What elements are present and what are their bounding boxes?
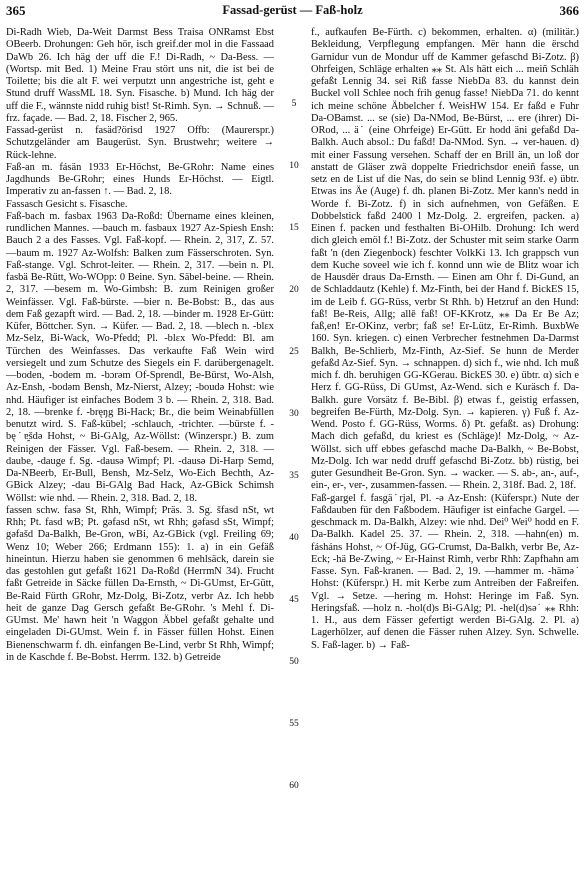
entry-fassasch: Fassasch Gesicht s. Fisasche.	[6, 198, 128, 210]
line-number: 30	[289, 409, 299, 419]
page-header	[6, 3, 579, 21]
line-number: 25	[289, 347, 299, 357]
line-number: 35	[289, 471, 299, 481]
entry-fassade: Di-Radh Wieb, Da-Weit Darmst Bess Traisa ONRamst Ebst OBeerb. Drohungen: Geh hör, isch greif.der mol in die Fassaad DaWb 26. Ich häg der uff die F.! Di-Radh, ~ Da-Bess. — (Wortsp. mit Bed. 1) Meine Frau stört uns nit, die ist bei de Toilette; bis die alt F. wei verputzt unn angestriche ist, geht e Stund druff WassML 18. Syn. Fisasche. b) Mund. Ich häg der uff die F., wännste nidd ruhig bist! St-Rimh. Syn. → Schnuß. — frz. façade. — Bad. 2, 18. Fischer 2, 965.	[6, 27, 274, 124]
running-title: Fassad-gerüst — Faß-holz	[222, 3, 363, 17]
entry-fassen: fassen schw. fasə St, Rhh, Wimpf; Präs. 3. Sg. šfasd nSt, wt Rhh; Pt. fasd wB; Pt. gəfasd nSt, wt Rhh; gəfasd sSt, Wimpf; gəfašd Da-Balkh, Be-Gron, wBi, Az-GBick (vgl. Freiling 69; Wenz 10; Weber 266; Erdmann 155): 1. a) in ein Gefäß hineintun. Hierzu haben sie genommen 6 mehlsäck, darein sie das gestohlen gut gefaßt 1621 Da-Roßd (HerrmN 34). Frucht faßt Getreide in Säcke füllen Da-Ernsth, ~ Di-GUmst, Er-Gütt, Be-Raid Fürth GRohr, Mz-Dolg, Bi-Zotz, verbr Az. Ich hebb heit de ganze Dag Gersch gefaßt Be-GRohr. 's Mehl f. Di-GUmst. Me' hawn heit 'n Waggon Äbbel gefaßt gehalte und eingeladen Di-GUmst. Wein f. in Fässer füllen Hohst. Einen Bienenschwarm f. dh. einfangen Be-Lind, verbr St Rhh, Wimpf; in de Kaschde f. Be-Bobst. Herrm. 132. b) Getreide	[6, 504, 274, 663]
page-number-left: 365	[6, 3, 26, 18]
entry-fassen-continued: f., aufkaufen Be-Fürth. c) bekommen, erhalten. α) (militär.) Bekleidung, Verpflegung empfangen. Mër hann die ërschd Garnidur vun de Mondur uff de Kammer gefaschd Bi-Zotz. β) Ohrfeigen, Schläge erhalten ⁎⁎ St. Als hätt eich ... meiñ Schläh gefaßt Lennig 34. sei Riß fasse NiebDa 83. du kannst dein Buckel voll Schlee noch frih genug fasse! NiebDa 71. do kennt ich meine schöne Äbbelcher f. WeisHW 154. Er faßd e Fuhr Da-OBamst. ... se (sie) Da-NMod, Be-Bürst, ... ere (ihrer) Di-ORod, ... ä˙ (eine Ohrfeige) Er-Gütt. Er hodd äni gefaßd Da-Balkh. Auch absol.: Du faßd! Da-NMod. Syn. → ver-hauen. d) mit einer Fassung versehen. Schaff der en Brill än, un loß dor anstatt de Gläser zwä doppelte Friedrichsdor eneiñ fasse, un setz en de List uf die Nas, do sein se blind Lennig 93f. e) übtr. Etwas ins Äe (Auge) f. dh. planen Bi-Zotz. Mer kann's nedd in Worde f. Bi-Zotz. f) in sich aufnehmen, von Gefäßen. E Dobbelstick faßd 2400 l Mz-Dolg. 2. ergreifen, packen. a) Einen f. packen und festhalten Bi-OHilb. Drohung: Ich werd dich gleich emöl f.! Bi-Zotz. der Schuster mit seim starke Oarm faßt 'n (den Ziegenbock) feschter VolkKi 13. Ich grappsch vun dem Kuche soveel wie ich f. konnd unn wie de Blitz woar ich de Hausdër draus Da-Ernsth. — Einen am Ohr f. Di-Gund, an de Schladdautz (Kehle) f. Mz-Finth, bei der Hand f. BickES 15, im de Leib f. GG-Rüss, verbr St Rhh. b) Hetzruf an den Hund: faß! Be-Reis, Allg; allē faß! OF-KKrotz, ⁎⁎ Da Er Be Az; faß,en! Er-OKinz, verbr; faß se! Er-Lütz, Er-Rimh. BuxbWe 160. Syn. kriegen. c) einen Verbrecher festnehmen Da-Darmst Balkh, Be-Schlierb, Mz-Finth, Az-Sief. Se hunn de Merder gefaßd Az-Sief. Syn. → schnappen. d) sich f., wie nhd. Ich muß mich f. dh. beruhigen GG-KGerau. BickES 30. e) übtr. α) sich e Herz f. GG-Rüss, Di GUmst, Az-Wend. sich e Kuräsch f. Da-Balkh. gure Vorsätz f. Be-Bibl. β) etwas f., geistig erfassen, begreifen Be-Fürth, Mz-Dolg. Syn. → kapieren. γ) Fuß f. Az-Wend. Posto f. GG-Rüss, Worms. δ) Pt. gefaßt. as) Drohung: Mach dich gefaßd, du kriest es (Schläge)! Mz-Dolg, ~ Az-Wöllst. sich uff ebbes gefaschd mache Da-Balkh, ~ Be-Bobst, Mz-Dolg. Ich war nedd druff gefaschd Bi-Zotz. bb) rüstig, bei guter Gesundheit Be-Gron. Syn. → wacker. — S. ab-, an-, auf-, ein-, er-, ver-, zusammen-fassen. — Rhein. 2, 318f. Bad. 2, 18f.	[311, 27, 579, 492]
line-number: 60	[289, 781, 299, 791]
line-number: 45	[289, 595, 299, 605]
line-number: 40	[289, 533, 299, 543]
line-number: 50	[289, 657, 299, 667]
line-number: 5	[291, 99, 297, 109]
entry-fass-bach: Faß-bach m. fasbax 1963 Da-Roßd: Übername eines kleinen, rundlichen Mannes. —bauch m. fasbaux 1927 Az-Spiesh Ensh: Bauch 2 a des Fasses. Vgl. Faß-kopf. — Rhein. 2, 317, Z. 57. —baum m. 1927 Az-Wolfsh: Balken zum Fässerschroten. Syn. Faß-stange. Vgl. Schrot-leiter. — Rhein. 2, 317. —bein n. Pl. fasbä Be-Rütt, Wo-WOpp: 0 Beine. Syn. Säbel-beine. — Rhein. 2, 317. —besem m. Wo-Gimbsh: B. zum Reinigen großer Weinfässer. Vgl. Faß-bürste. —bier n. Be-Bobst: B., das aus dem Faß gezapft wird. — Bad. 2, 18. —binder m. 1928 Er-Gütt: Küfer, Böttcher. Syn. → Küfer. — Bad. 2, 18. —blech n. -blɛx Mz-Selz, Bi-Wack, Wo-Pfedd; Pl. -blɛx Wo-Pfedd: Bl. am Türchen des Weinfasses. Das verkaufte Faß Wein wird versiegelt und zum Schutze des Siegels ein F. darübergenagelt. —boden, -bodem m. -bɔrəm Of-Sprendl, Be-Bürst, Wo-Alsh, Az-Ensh, -bodəm Bensh, Mz-Nierst, Alzey; -boudə Hohst: wie nhd. Häufiger ist einfaches Bodem 3 b. — Rhein. 2, 318. Bad. 2, 18. —brenke f. -bręŋg Bi-Hack; Br., die beim Weinabfüllen benutzt wird. S. Faß-kübel; -schlauch, -trichter. —bürste f. -bę˙ɐ̯šdə Hohst, ~ Bi-GAlg, Az-Wöllst: (Winzerspr.) B. zum Reinigen der Fässer. Vgl. Faß-besem. — Rhein. 2, 318. —daube, -dauge f. Sg. -dausə Wimpf; Pl. -dausə Di-Harp Semd, Da-NBeerb, Er-Bull, Bensh, Mz-Selz, Wo-Eich Bechth, Az-GBick Alzey; -dau Bi-GAlg Bad Hack, Az-GBick Schimsh Wöllst: wie nhd. — Rhein. 2, 318. Bad. 2, 18.	[6, 210, 274, 504]
line-number: 10	[289, 161, 299, 171]
line-number: 15	[289, 223, 299, 233]
page-number-right: 366	[559, 3, 579, 18]
right-column	[311, 27, 579, 652]
entry-fass-an: Faß-an m. fásän 1933 Er-Höchst, Be-GRohr: Name eines Jagdhunds Be-GRohr; eines Hunds Er-Höchst. — Eigtl. Imperativ zu an-fassen ↑. — Bad. 2, 18.	[6, 161, 274, 198]
line-number: 20	[289, 285, 299, 295]
entry-fass-gargel: Faß-gargel f. fasgä˙rjəl, Pl. -ə Az-Ensh: (Küferspr.) Nute der Faßdauben für den Faßbodem. Häufiger ist einfache Gargel. —geschmack m. Da-Balkh, Alzey: wie nhd. Dei⁰ Wei⁰ hodd en F. Da-Balkh. Kadel 25. 37. — Rhein. 2, 318. —hahn(en) m. fásháns Hohst, ~ Of-Jüg, GG-Crumst, Da-Balkh, verbr Be, Az-Eck; -hä Be-Zwing, ~ Er-Hainst Rimh, verbr Rhh: Zapfhahn am Fasse. Syn. Faß-kranen. — Bad. 2, 19. —hammer m. -hämə˙ Hohst: (Küferspr.) H. mit Kerbe zum Antreiben der Faßreifen. Vgl. → Setze. —hering m. Hohst: Heringe im Faß. Syn. Heringsfaß. —holz n. -hol(d)s Bi-GAlg; Pl. -hel(d)sə˙ ⁎⁎ Rhh: 1. H., aus dem Fässer gefertigt werden Bi-GAlg. 2. Pl. a) Lagerhölzer, auf denen die Fässer ruhen Alzey. Syn. Schwelle. S. Faß-lager. b) → Faß-	[311, 492, 579, 651]
left-column	[6, 27, 274, 664]
line-number: 55	[289, 719, 299, 729]
line-number-gutter	[284, 27, 306, 857]
entry-fassad-geruest: Fassad-gerüst n. fasäd?örisd 1927 Offb: (Maurerspr.) Schutzgeländer am Baugerüst. Syn. Brustwehr; weitere → Rück-lehne.	[6, 125, 274, 161]
